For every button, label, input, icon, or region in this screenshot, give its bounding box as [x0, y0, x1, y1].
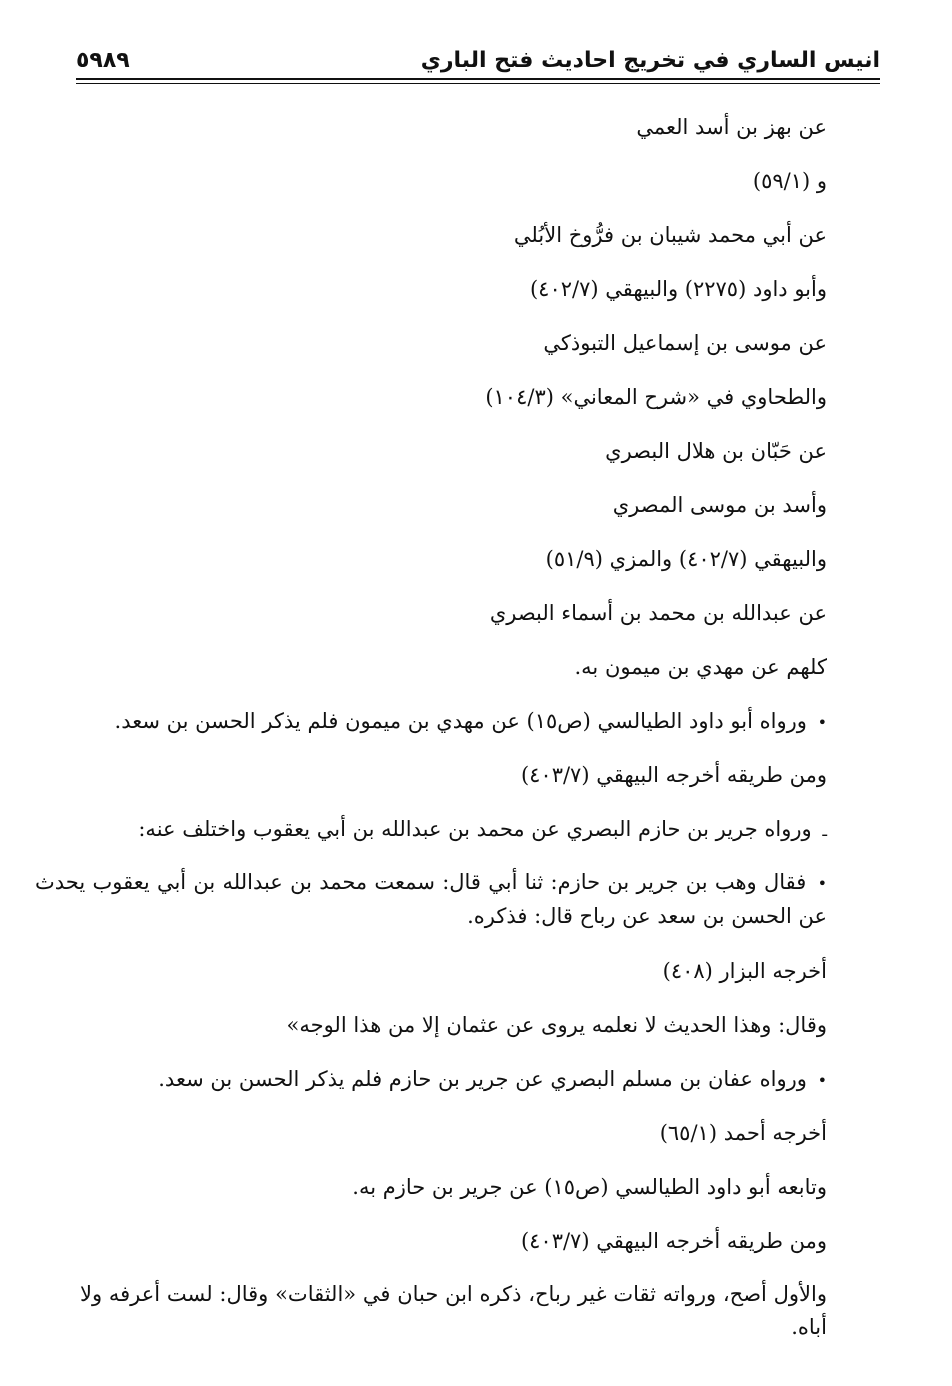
line-text: كلهم عن مهدي بن ميمون به. [574, 655, 827, 679]
line-text: والطحاوي في «شرح المعاني» (١٠٤/٣) [485, 385, 827, 409]
line-text: عن موسى بن إسماعيل التبوذكي [543, 331, 827, 355]
running-header [76, 36, 880, 76]
text-line [80, 802, 827, 856]
line-text: ومن طريقه أخرجه البيهقي (٤٠٣/٧) [520, 1229, 827, 1253]
text-line [35, 856, 827, 944]
text-line [80, 424, 827, 478]
text-line [80, 1052, 827, 1106]
line-text: أخرجه البزار (٤٠٨) [662, 959, 827, 983]
text-line [80, 532, 827, 586]
line-text: ورواه جرير بن حازم البصري عن محمد بن عبدالله بن أبي يعقوب واختلف عنه: [138, 817, 812, 841]
line-text: و (٥٩/١) [752, 169, 827, 193]
line-text: عن عبدالله بن محمد بن أسماء البصري [489, 601, 827, 625]
bullet-marker: • [817, 874, 827, 893]
line-text: عن بهز بن أسد العمي [636, 115, 827, 139]
line-text: وأسد بن موسى المصري [612, 493, 827, 517]
line-text: وأبو داود (٢٢٧٥) والبيهقي (٤٠٢/٧) [529, 277, 827, 301]
line-text: ورواه أبو داود الطيالسي (ص١٥) عن مهدي بن ميمون فلم يذكر الحسن بن سعد. [114, 709, 807, 733]
text-line [80, 154, 827, 208]
running-title: انيس الساري في تخريج احاديث فتح الباري [420, 48, 880, 73]
text-line [80, 944, 827, 998]
line-text: عن حَبّان بن هلال البصري [605, 439, 827, 463]
line-text: ورواه عفان بن مسلم البصري عن جرير بن حازم فلم يذكر الحسن بن سعد. [158, 1067, 807, 1091]
line-text: وتابعه أبو داود الطيالسي (ص١٥) عن جرير بن حازم به. [352, 1175, 827, 1199]
header-rule-thin [76, 83, 880, 84]
text-line [80, 370, 827, 424]
text-line [80, 262, 827, 316]
text-line [80, 998, 827, 1052]
text-line [80, 1106, 827, 1160]
text-line [80, 640, 827, 694]
text-line [80, 100, 827, 154]
line-text: وقال: وهذا الحديث لا نعلمه يروى عن عثمان إلا من هذا الوجه» [286, 1013, 827, 1037]
body-text [35, 100, 827, 1355]
page-number: ٥٩٨٩ [76, 48, 130, 73]
line-text: فقال وهب بن جرير بن حازم: ثنا أبي قال: سمعت محمد بن عبدالله بن أبي يعقوب يحدث عن الحسن بن سعد عن رباح قال: فذكره. [35, 870, 827, 928]
line-text: والبيهقي (٤٠٢/٧) والمزي (٥١/٩) [545, 547, 827, 571]
line-text: ومن طريقه أخرجه البيهقي (٤٠٣/٧) [520, 763, 827, 787]
text-line [80, 316, 827, 370]
line-text: عن أبي محمد شيبان بن فرُّوخ الأبُلي [513, 223, 827, 247]
text-line [80, 478, 827, 532]
text-line [80, 1268, 827, 1355]
text-line [80, 748, 827, 802]
line-text: أخرجه أحمد (٦٥/١) [659, 1121, 827, 1145]
text-line [80, 694, 827, 748]
bullet-marker: • [817, 1071, 827, 1090]
header-rule-thick [76, 78, 880, 80]
bullet-marker: ـ [822, 821, 827, 840]
line-text: والأول أصح، ورواته ثقات غير رباح، ذكره ابن حبان في «الثقات» وقال: لست أعرفه ولا أباه. [80, 1282, 827, 1339]
text-line [80, 586, 827, 640]
text-line [80, 1214, 827, 1268]
text-line [80, 208, 827, 262]
bullet-marker: • [817, 713, 827, 732]
text-line [80, 1160, 827, 1214]
